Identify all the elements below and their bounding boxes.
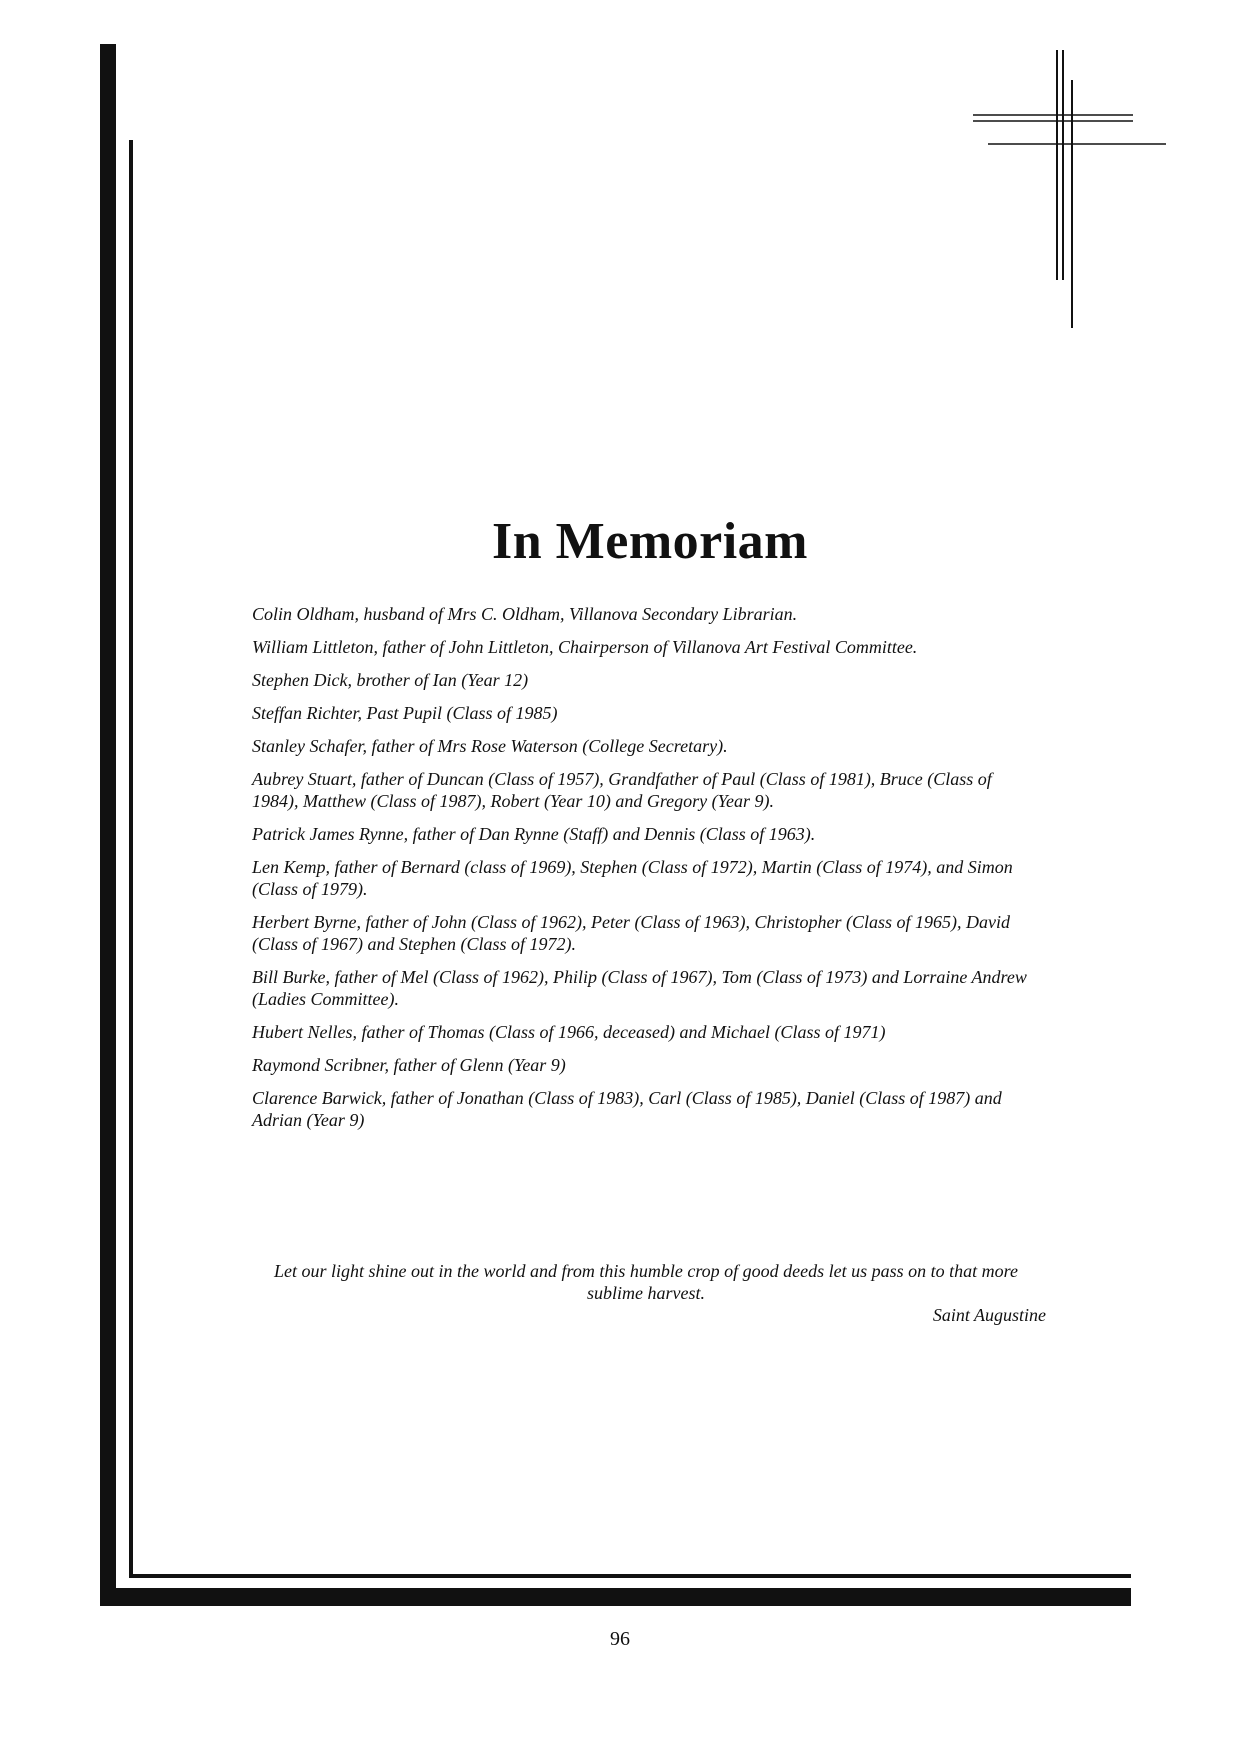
frame-outer-bottom-bar xyxy=(100,1588,1131,1606)
closing-quote: Let our light shine out in the world and from this humble crop of good deeds let us pass on to that more sublime harvest. xyxy=(274,1261,1018,1303)
memorial-entry: Stephen Dick, brother of Ian (Year 12) xyxy=(252,670,529,690)
quote-attribution: Saint Augustine xyxy=(932,1305,1046,1325)
memorial-entry: Patrick James Rynne, father of Dan Rynne (Staff) and Dennis (Class of 1963). xyxy=(252,824,816,844)
memorial-entry: Raymond Scribner, father of Glenn (Year 9) xyxy=(252,1055,566,1075)
memorial-entry: William Littleton, father of John Littleton, Chairperson of Villanova Art Festival Committee. xyxy=(252,637,918,657)
frame-outer-left-bar xyxy=(100,44,116,1606)
memorial-entry: Stanley Schafer, father of Mrs Rose Waterson (College Secretary). xyxy=(252,736,728,756)
memorial-entry: Aubrey Stuart, father of Duncan (Class of 1957), Grandfather of Paul (Class of 1981), Bruce (Class of 1984), Matthew (Class of 1987), Robert (Year 10) and Gregory (Year 9). xyxy=(252,769,992,811)
frame-inner-left-bar xyxy=(129,140,133,1578)
memorial-entry: Herbert Byrne, father of John (Class of 1962), Peter (Class of 1963), Christopher (Class of 1965), David (Class of 1967) and Stephen (Class of 1972). xyxy=(252,912,1010,954)
memorial-entry: Colin Oldham, husband of Mrs C. Oldham, Villanova Secondary Librarian. xyxy=(252,604,798,624)
memorial-entry: Bill Burke, father of Mel (Class of 1962), Philip (Class of 1967), Tom (Class of 1973) and Lorraine Andrew (Ladies Committee). xyxy=(252,967,1027,1009)
memorial-entry: Hubert Nelles, father of Thomas (Class of 1966, deceased) and Michael (Class of 1971) xyxy=(252,1022,886,1042)
frame-inner-bottom-bar xyxy=(129,1574,1131,1578)
memorial-list xyxy=(252,603,1042,1142)
page-number: 96 xyxy=(610,1628,630,1650)
memorial-entry: Clarence Barwick, father of Jonathan (Class of 1983), Carl (Class of 1985), Daniel (Class of 1987) and Adrian (Year 9) xyxy=(252,1088,1002,1130)
memorial-entry: Len Kemp, father of Bernard (class of 1969), Stephen (Class of 1972), Martin (Class of 1974), and Simon (Class of 1979). xyxy=(252,857,1013,899)
page-title: In Memoriam xyxy=(492,513,808,570)
memorial-entry: Steffan Richter, Past Pupil (Class of 1985) xyxy=(252,703,558,723)
cross-icon xyxy=(970,50,1170,330)
